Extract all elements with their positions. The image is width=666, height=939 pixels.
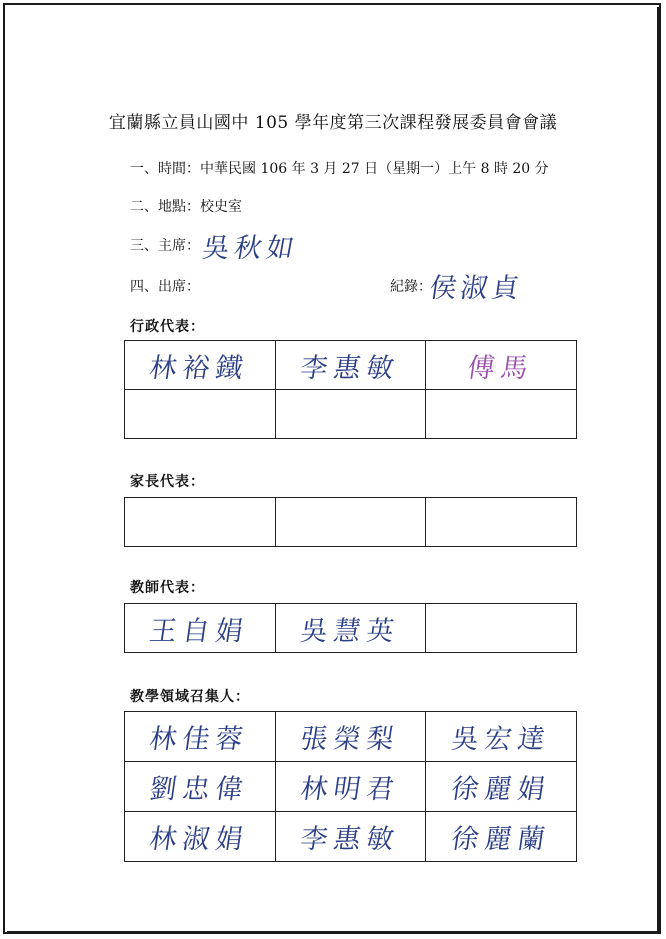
signature-cell — [275, 341, 426, 390]
meeting-place — [130, 196, 242, 216]
signature-cell — [426, 604, 577, 653]
signature-cell — [426, 341, 577, 390]
signature: 林明君 — [298, 774, 402, 805]
signature: 張榮梨 — [298, 724, 402, 755]
signature-cell — [275, 812, 426, 862]
signature-cell — [125, 812, 276, 862]
time-value: 中華民國 106 年 3 月 27 日（星期一）上午 8 時 20 分 — [200, 161, 549, 177]
time-label: 一、時間： — [130, 161, 200, 177]
signature-cell — [275, 604, 426, 653]
recorder-signature: 侯淑貞 — [427, 273, 525, 304]
signature: 林裕鐵 — [147, 352, 252, 384]
signature-cell — [426, 812, 577, 862]
admin-section-label: 行政代表： — [130, 319, 205, 335]
signature-cell — [426, 762, 577, 812]
place-value: 校史室 — [200, 199, 242, 215]
teacher-section-label: 教師代表： — [130, 580, 205, 596]
attendees-label: 四、出席： — [130, 279, 200, 295]
signature-cell — [125, 604, 276, 653]
chair-label: 三、主席： — [130, 238, 200, 254]
parent-signature-table — [124, 497, 577, 547]
document-title: 宜蘭縣立員山國中 105 學年度第三次課程發展委員會會議 — [108, 113, 558, 133]
signature-cell — [275, 712, 426, 762]
chair-signature: 吳秋如 — [199, 233, 302, 264]
signature-cell — [426, 390, 577, 439]
signature: 王自娟 — [147, 615, 252, 647]
signature: 徐麗蘭 — [449, 824, 553, 855]
signature-cell — [125, 762, 276, 812]
place-label: 二、地點： — [130, 199, 200, 215]
parent-section-label: 家長代表： — [130, 474, 205, 490]
signature: 徐麗娟 — [449, 774, 553, 805]
convener-signature-table — [124, 711, 577, 862]
signature: 李惠敏 — [298, 352, 402, 384]
signature: 李惠敏 — [298, 824, 402, 855]
meeting-recorder — [390, 276, 432, 296]
signature-cell — [125, 341, 276, 390]
signature-cell — [275, 762, 426, 812]
signature: 林淑娟 — [147, 824, 252, 855]
signature: 傅馬 — [465, 352, 536, 384]
signature-cell — [125, 390, 276, 439]
signature: 劉忠偉 — [147, 774, 252, 805]
meeting-attendees — [130, 276, 200, 296]
signature-cell — [125, 498, 276, 547]
signature: 吳慧英 — [298, 615, 402, 647]
teacher-signature-table — [124, 603, 577, 653]
signature-cell — [275, 390, 426, 439]
signature-cell — [426, 712, 577, 762]
recorder-label: 紀錄： — [390, 279, 432, 295]
convener-section-label: 教學領域召集人： — [130, 689, 250, 705]
signature-cell — [275, 498, 426, 547]
meeting-time — [130, 158, 549, 178]
signature: 吳宏達 — [449, 724, 553, 755]
meeting-chair — [130, 235, 200, 255]
signature-cell — [426, 498, 577, 547]
signature-cell — [125, 712, 276, 762]
admin-signature-table — [124, 340, 577, 439]
signature: 林佳蓉 — [147, 724, 252, 755]
